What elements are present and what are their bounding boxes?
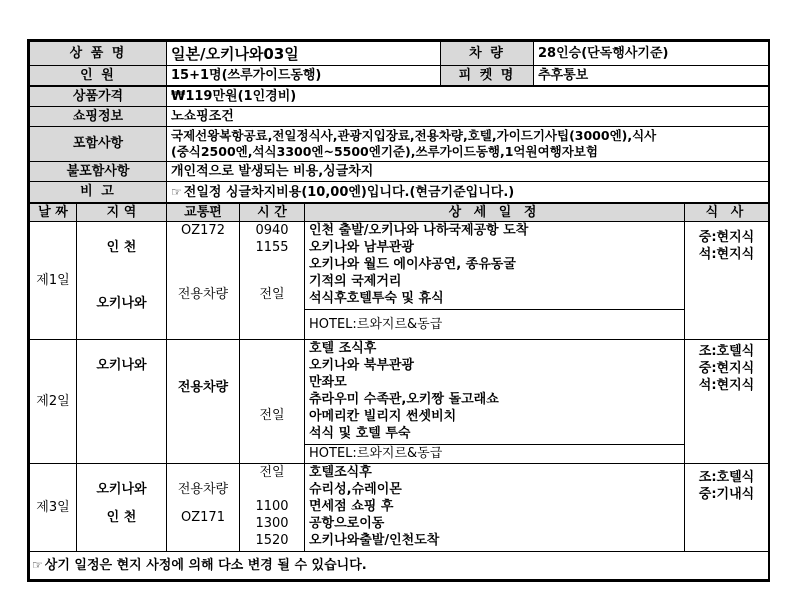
day-1-meal-2: 석:현지식: [698, 247, 755, 262]
day-3-detail-5: 오키나와출발/인천도착: [309, 533, 440, 548]
header-transport: 교통편: [167, 204, 240, 222]
day-2-region: 오키나와: [77, 340, 167, 464]
day-2-meals: [685, 340, 769, 464]
shopping-label: 쇼핑정보: [30, 107, 167, 127]
included-label: 포함사항: [30, 127, 167, 162]
day-1-transport: [167, 222, 240, 340]
remarks-text: 전일정 싱글차지비용(10,00엔)입니다.(현금기준입니다.): [183, 184, 515, 200]
day-1-time-2: 1155: [255, 240, 289, 255]
day-3-time-4: 1300: [255, 516, 289, 531]
day-3-time-5: 1520: [255, 533, 289, 548]
included-line-1: 국제선왕복항공료,전일정식사,관광지입장료,전용차량,호텔,가이드기사팁(3000엔),식사: [171, 128, 657, 143]
day-2-detail-6: 석식 및 호텔 투숙: [309, 426, 411, 441]
day-2-detail-2: 오키나와 북부관광: [309, 358, 414, 373]
day-1-meal-1: 중:현지식: [698, 230, 755, 245]
footer-note-row: [30, 552, 769, 580]
day-3-time-1: 전일: [259, 465, 285, 480]
day-2-detail-1: 호텔 조식후: [309, 341, 377, 356]
day-3-detail-1: 호텔조식후: [309, 465, 372, 480]
footer-note: [30, 552, 769, 580]
day-1-detail-1: 인천 출발/오키나와 나하국제공항 도착: [309, 223, 529, 238]
day-1-time: [240, 222, 305, 340]
day-3-transport: [167, 464, 240, 552]
product-name-value: 일본/오키나와03일: [167, 42, 441, 66]
itinerary-sheet: [27, 39, 770, 582]
day-2-meal-1: 조:호텔식: [698, 344, 755, 359]
day-3-detail-3: 면세점 쇼핑 후: [309, 499, 394, 514]
day-1-details: [305, 222, 685, 310]
day-1-row: [30, 222, 769, 310]
remarks-value: [167, 182, 769, 203]
day-3-detail-4: 공항으로이동: [309, 516, 385, 531]
day-2-meal-2: 중:현지식: [698, 361, 755, 376]
day-3-time-3: 1100: [255, 499, 289, 514]
header-time: 시 간: [240, 204, 305, 222]
day-3-region-top: 오키나와: [96, 482, 147, 497]
day-2-meal-3: 석:현지식: [698, 378, 755, 393]
day-2-detail-4: 츄라우미 수족관,오키짱 돌고래쇼: [309, 392, 499, 407]
day-3-time: [240, 464, 305, 552]
schedule-table: [29, 203, 769, 580]
day-3-date: 제3일: [30, 464, 77, 552]
vehicle-value: 28인승(단독행사기준): [534, 42, 769, 66]
day-1-region-top: 인 천: [106, 240, 137, 255]
header-detail: 상 세 일 정: [305, 204, 685, 222]
day-3-time-2: [244, 482, 300, 499]
day-2-detail-3: 만좌모: [309, 375, 347, 390]
day-1-time-1: 0940: [255, 223, 289, 238]
remarks-label: 비 고: [30, 182, 167, 203]
day-1-meals: [685, 222, 769, 340]
day-2-detail-5: 아메리칸 빌리지 썬셋비치: [309, 409, 457, 424]
day-3-transport-top: 전용차량: [177, 482, 229, 497]
excluded-value: 개인적으로 발생되는 비용,싱글차지: [167, 162, 769, 182]
day-1-region: [77, 222, 167, 340]
day-3-region: [77, 464, 167, 552]
day-1-detail-5: 석식후호텔투숙 및 휴식: [309, 291, 444, 306]
day-1-date: 제1일: [30, 222, 77, 340]
day-3-row: [30, 464, 769, 552]
ticket-label: 피 켓 명: [441, 66, 534, 86]
day-2-time: 전일: [240, 340, 305, 464]
info-table: [29, 41, 769, 86]
ticket-value: 추후통보: [534, 66, 769, 86]
day-2-hotel: HOTEL:르와지르&동급: [305, 445, 685, 464]
day-3-details: [305, 464, 685, 552]
header-date: 날 짜: [30, 204, 77, 222]
day-1-detail-4: 기적의 국제거리: [309, 274, 402, 289]
info-table-lower: [29, 86, 769, 203]
people-value: 15+1명(쓰루가이드동행): [167, 66, 441, 86]
day-1-time-3: 전일: [259, 287, 285, 302]
included-line-2: (중식2500엔,석식3300엔~5500엔기준),쓰루가이드동행,1억원여행자보험: [171, 144, 598, 159]
day-2-date: 제2일: [30, 340, 77, 464]
day-1-transport-bottom: 전용차량: [177, 287, 229, 302]
header-region: 지 역: [77, 204, 167, 222]
header-meal: 식 사: [685, 204, 769, 222]
day-3-meal-2: 중:기내식: [698, 487, 755, 502]
pointer-icon: ☞: [171, 184, 182, 199]
price-value: ₩119만원(1인경비): [167, 87, 769, 107]
vehicle-label: 차 량: [441, 42, 534, 66]
included-value: [167, 127, 769, 162]
day-1-transport-top: OZ172: [181, 223, 225, 238]
footer-note-text: 상기 일정은 현지 사정에 의해 다소 변경 될 수 있습니다.: [44, 558, 367, 573]
pointer-icon: ☞: [32, 558, 43, 572]
day-3-region-bottom: 인 천: [106, 510, 137, 525]
people-label: 인 원: [30, 66, 167, 86]
day-1-detail-3: 오키나와 월드 에이샤공연, 종유동굴: [309, 257, 516, 272]
day-3-detail-2: 슈리성,슈레이몬: [309, 482, 402, 497]
product-name-label: 상 품 명: [30, 42, 167, 66]
day-3-meals: [685, 464, 769, 552]
schedule-header-row: [30, 204, 769, 222]
day-2-row: [30, 340, 769, 445]
day-1-detail-2: 오키나와 남부관광: [309, 240, 414, 255]
excluded-label: 불포함사항: [30, 162, 167, 182]
shopping-value: 노쇼핑조건: [167, 107, 769, 127]
day-2-details: [305, 340, 685, 445]
day-1-region-bottom: 오키나와: [96, 296, 147, 311]
day-3-transport-bottom: OZ171: [181, 510, 225, 525]
day-1-hotel: HOTEL:르와지르&동급: [305, 310, 685, 340]
price-label: 상품가격: [30, 87, 167, 107]
day-2-transport: 전용차량: [167, 340, 240, 464]
day-3-meal-1: 조:호텔식: [698, 470, 755, 485]
